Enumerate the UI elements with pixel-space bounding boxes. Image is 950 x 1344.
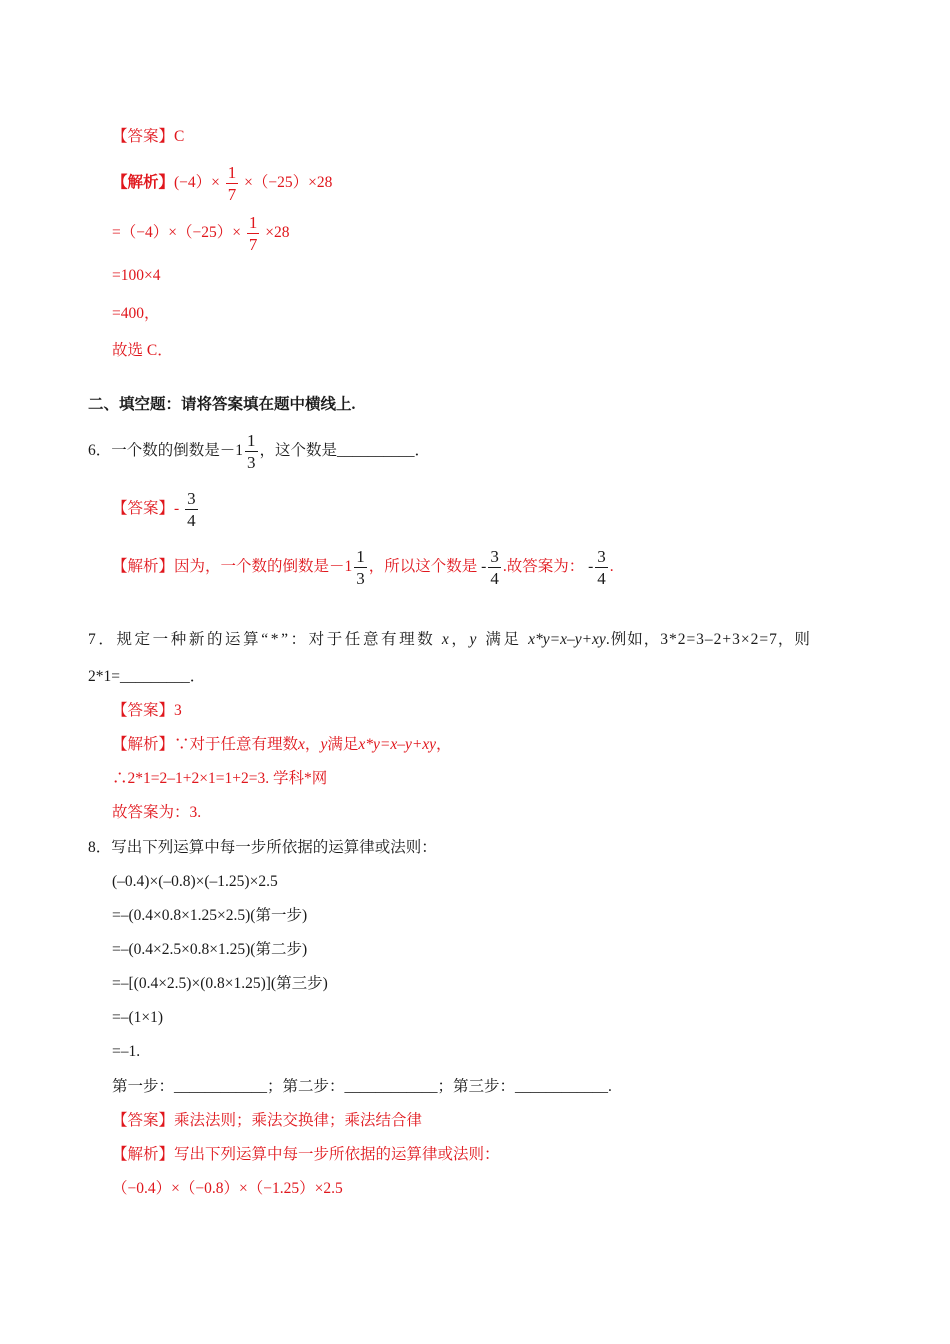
- punct: ，: [436, 736, 452, 753]
- numerator: 3: [187, 489, 196, 508]
- denominator: 4: [597, 569, 606, 588]
- numerator: 1: [247, 431, 256, 450]
- variable: y: [469, 631, 479, 648]
- answer-tag: 【答案】: [112, 500, 175, 518]
- q5-answer: [112, 127, 184, 147]
- answer-value: 3: [174, 702, 182, 719]
- q6-analysis: [112, 548, 614, 587]
- fraction: [185, 490, 198, 529]
- denominator: 4: [490, 569, 499, 588]
- expr-part: (−4）×: [174, 174, 220, 192]
- expr-part: =（−4）×（−25）×: [112, 224, 241, 242]
- stem-part: 7．规定一种新的运算“*”：对于任意有理数: [88, 631, 436, 648]
- q8-step-3: =–[(0.4×2.5)×(0.8×1.25)](第三步): [112, 975, 328, 992]
- fraction: [488, 548, 501, 587]
- minus-sign: -: [588, 558, 594, 576]
- denominator: 4: [187, 511, 196, 530]
- q7-analysis-line-3: 故答案为：3.: [112, 804, 202, 821]
- denominator: 7: [227, 185, 237, 204]
- q5-analysis-line-5: 故选 C．: [112, 342, 173, 359]
- q6-stem: [88, 432, 430, 471]
- expression: x*y=x–y+xy: [358, 736, 437, 753]
- punct: ，: [451, 631, 470, 648]
- stem-part: .例如，3*2=3–2+3×2=7，则: [605, 631, 811, 648]
- minus-sign: -: [481, 558, 487, 576]
- punct: ，: [304, 736, 321, 753]
- fraction: [595, 548, 608, 587]
- analysis-part: ，所以这个数是: [368, 558, 478, 576]
- answer-value: 乘法法则；乘法交换律；乘法结合律: [174, 1112, 423, 1129]
- stem-part: 6．一个数的倒数是－1: [88, 442, 244, 460]
- section-title: 二、填空题：请将答案填在题中横线上.: [88, 396, 356, 413]
- stem-part: ，这个数是__________．: [259, 442, 431, 460]
- q8-step-5: =–1.: [112, 1043, 141, 1060]
- q7-analysis-line-1: [112, 735, 452, 755]
- analysis-tag: 【解析】: [112, 736, 175, 753]
- analysis-tag: 【解析】: [112, 1146, 175, 1163]
- stem-part: 满足: [485, 631, 522, 648]
- analysis-part: .: [609, 558, 614, 576]
- fraction: [247, 214, 260, 253]
- q8-blanks: 第一步：____________；第二步：____________；第三步：____________.: [112, 1078, 612, 1095]
- expression: x*y=x–y+xy: [528, 631, 606, 648]
- q7-stem-line-1: [88, 630, 811, 650]
- analysis-part: 因为，一个数的倒数是－1: [174, 558, 353, 576]
- expr-part: ×（−25）×28: [244, 174, 333, 192]
- analysis-tag: 【解析】: [112, 174, 175, 192]
- q8-analysis-line-2: （−0.4）×（−0.8）×（−1.25）×2.5: [112, 1180, 343, 1197]
- numerator: 1: [356, 547, 365, 566]
- analysis-part: ∵对于任意有理数: [174, 736, 299, 753]
- q5-analysis-line-4: =400，: [112, 305, 160, 322]
- numerator: 1: [227, 163, 237, 182]
- q8-step-4: =–(1×1): [112, 1009, 164, 1026]
- denominator: 7: [248, 235, 258, 254]
- q7-answer: [112, 701, 182, 721]
- analysis-part: .故答案为：: [502, 558, 585, 576]
- fraction: [245, 432, 258, 471]
- fraction: [354, 548, 367, 587]
- q6-answer: [112, 490, 200, 529]
- analysis-part: 满足: [327, 736, 359, 753]
- numerator: 3: [490, 547, 499, 566]
- answer-tag: 【答案】: [112, 128, 175, 145]
- q8-step-1: =–(0.4×0.8×1.25×2.5)(第一步): [112, 907, 308, 924]
- variable: x: [441, 631, 452, 648]
- q5-analysis-line-2: [112, 214, 289, 253]
- minus-sign: -: [174, 500, 180, 518]
- q8-step-2: =–(0.4×2.5×0.8×1.25)(第二步): [112, 941, 308, 958]
- fraction: [226, 164, 239, 203]
- q5-analysis-line-3: =100×4: [112, 267, 161, 284]
- expr-part: ×28: [265, 224, 290, 242]
- q8-step-0: (–0.4)×(–0.8)×(–1.25)×2.5: [112, 873, 278, 890]
- q7-stem-line-2: 2*1=_________．: [88, 668, 206, 685]
- q8-answer: [112, 1111, 422, 1131]
- analysis-tag: 【解析】: [112, 558, 175, 576]
- q7-analysis-line-2: ∴2*1=2–1+2×1=1+2=3. 学科*网: [112, 770, 328, 787]
- numerator: 3: [597, 547, 606, 566]
- denominator: 3: [247, 453, 256, 472]
- analysis-part: 写出下列运算中每一步所依据的运算律或法则：: [174, 1146, 500, 1163]
- q8-stem: 8．写出下列运算中每一步所依据的运算律或法则：: [88, 839, 437, 856]
- answer-value: C: [174, 128, 185, 145]
- q8-analysis-line-1: [112, 1145, 500, 1165]
- numerator: 1: [248, 213, 258, 232]
- variable: x: [298, 736, 305, 753]
- answer-tag: 【答案】: [112, 702, 175, 719]
- variable: y: [320, 736, 328, 753]
- answer-tag: 【答案】: [112, 1112, 175, 1129]
- denominator: 3: [356, 569, 365, 588]
- q5-analysis-line-1: [112, 164, 332, 203]
